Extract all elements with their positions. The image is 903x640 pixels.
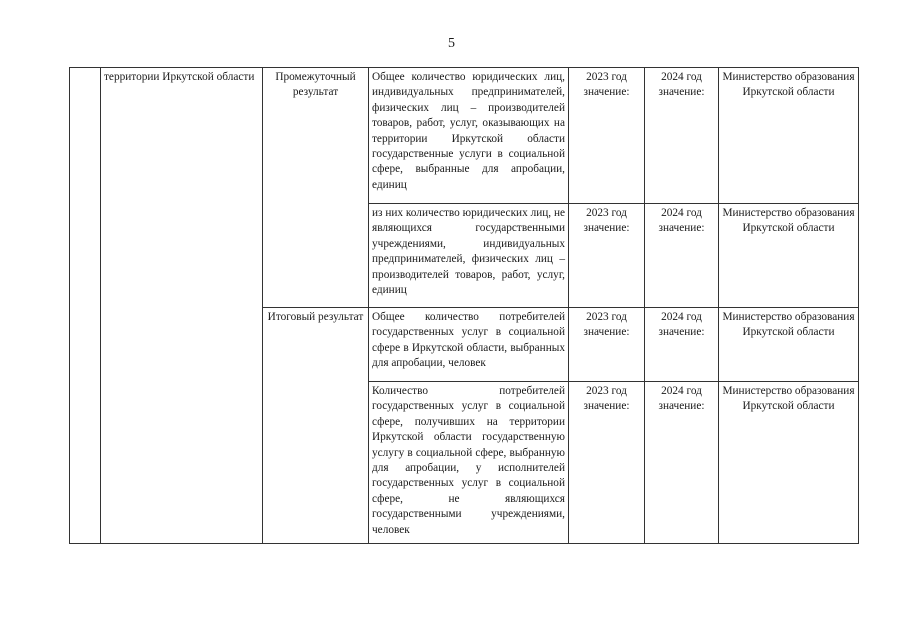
year-2024-cell: 2024 год значение:	[645, 308, 719, 382]
year-2023-cell: 2023 год значение:	[569, 204, 645, 308]
table-row	[70, 68, 859, 204]
responsible-cell: Министерство образования Иркутской области	[719, 308, 859, 382]
year-2024-cell: 2024 год значение:	[645, 204, 719, 308]
territory-cell: территории Иркутской области	[101, 68, 263, 544]
empty-number-cell	[70, 68, 101, 544]
result-type-cell: Промежуточный результат	[263, 68, 369, 308]
description-cell: Общее количество юридических лиц, индивидуальных предпринимателей, физических лиц – производителей товаров, работ, услуг, оказывающих на территории Иркутской области государственные услуги в социальной сфере, выбранные для апробации, единиц	[369, 68, 569, 204]
year-2023-cell: 2023 год значение:	[569, 382, 645, 544]
year-2024-cell: 2024 год значение:	[645, 68, 719, 204]
year-2023-cell: 2023 год значение:	[569, 68, 645, 204]
responsible-cell: Министерство образования Иркутской области	[719, 382, 859, 544]
year-2024-cell: 2024 год значение:	[645, 382, 719, 544]
description-cell: из них количество юридических лиц, не являющихся государственными учреждениями, индивидуальных предпринимателей, физических лиц – производителей товаров, работ, услуг, единиц	[369, 204, 569, 308]
year-2023-cell: 2023 год значение:	[569, 308, 645, 382]
responsible-cell: Министерство образования Иркутской области	[719, 68, 859, 204]
responsible-cell: Министерство образования Иркутской области	[719, 204, 859, 308]
description-cell: Количество потребителей государственных услуг в социальной сфере, получивших на территории Иркутской области государственную услугу в социальной сфере, выбранную для апробации, у исполнителей государственных услуг в социальной сфере, не являющихся государственными учреждениями, человек	[369, 382, 569, 544]
description-cell: Общее количество потребителей государственных услуг в социальной сфере в Иркутской области, выбранных для апробации, человек	[369, 308, 569, 382]
result-type-cell: Итоговый результат	[263, 308, 369, 544]
indicators-table	[69, 67, 859, 544]
page-number: 5	[448, 36, 455, 51]
